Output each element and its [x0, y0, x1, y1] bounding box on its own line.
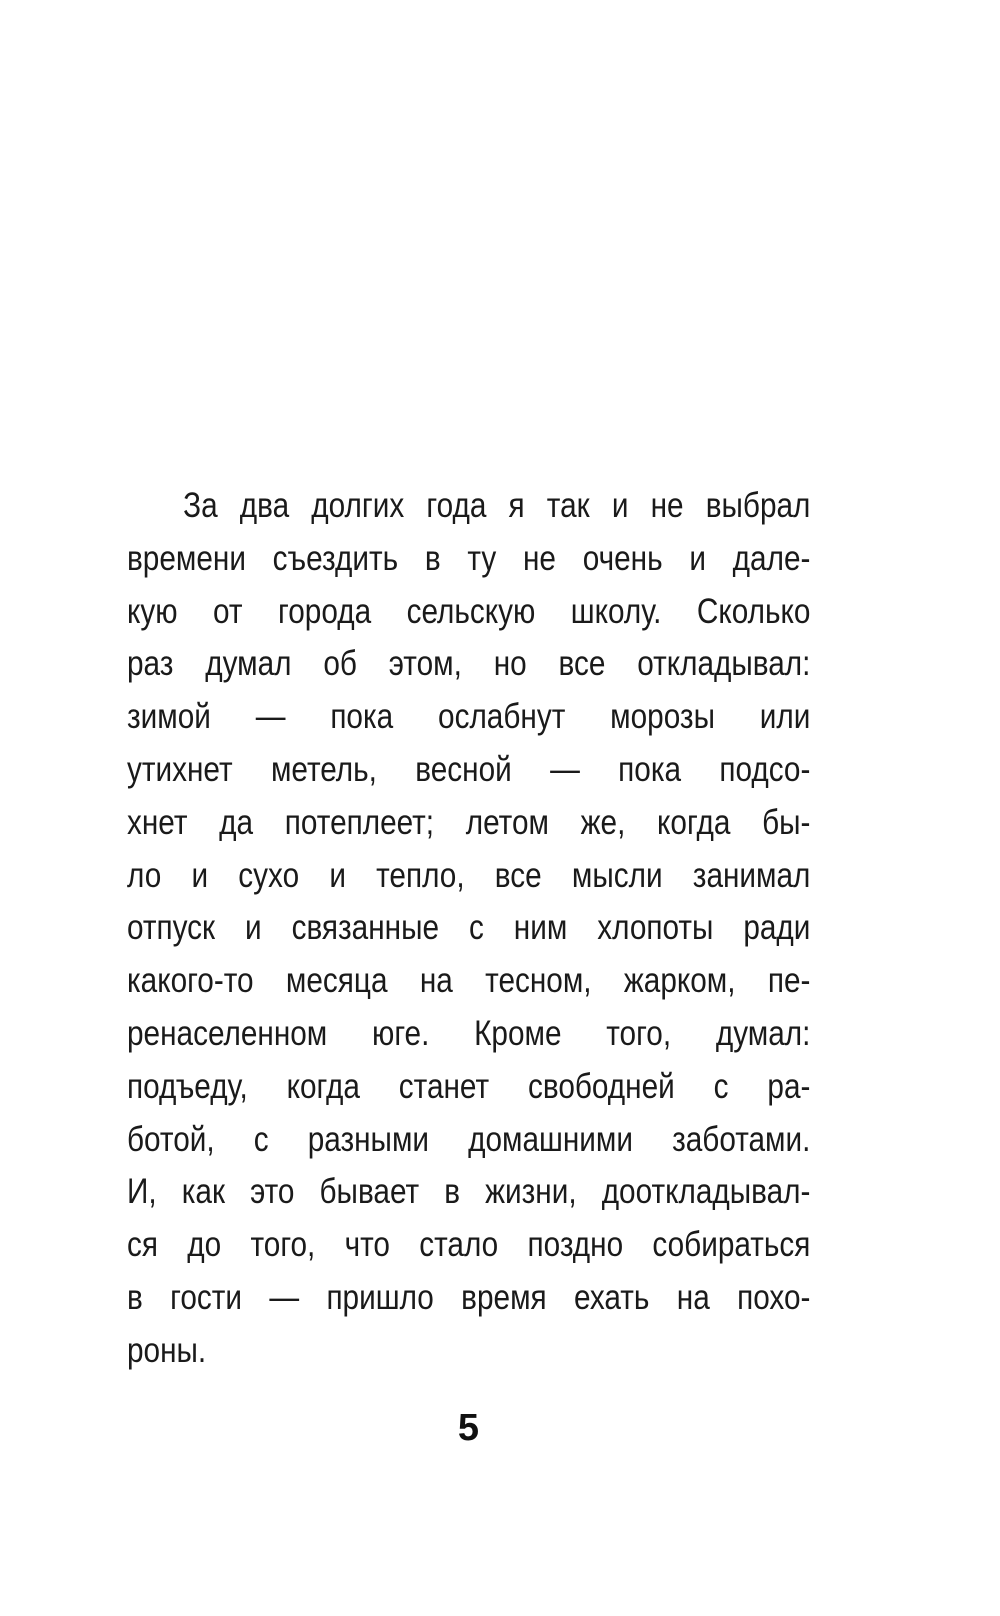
paragraph-line: кую от города сельскую школу. Сколько	[127, 591, 811, 631]
paragraph-line: отпуск и связанные с ним хлопоты ради	[127, 908, 811, 948]
paragraph-line: времени съездить в ту не очень и дале-	[127, 538, 811, 578]
paragraph	[127, 480, 810, 1378]
paragraph-line: зимой — пока ослабнут морозы или	[127, 697, 811, 737]
paragraph-line: За два долгих года я так и не выбрал	[183, 486, 811, 525]
paragraph-line: подъеду, когда станет свободней с ра-	[127, 1066, 811, 1106]
paragraph-line: ся до того, что стало поздно собираться	[127, 1225, 811, 1265]
paragraph-line: ботой, с разными домашними заботами.	[127, 1119, 811, 1159]
paragraph-line: ло и сухо и тепло, все мысли занимал	[127, 855, 811, 895]
paragraph-line: какого-то месяца на тесном, жарком, пе-	[127, 961, 811, 1001]
page-number: 5	[457, 1407, 480, 1449]
paragraph-line: И, как это бывает в жизни, дооткладывал-	[127, 1172, 811, 1212]
paragraph-line: ренаселенном юге. Кроме того, думал:	[127, 1013, 811, 1053]
paragraph-line: раз думал об этом, но все откладывал:	[127, 644, 811, 684]
paragraph-line: утихнет метель, весной — пока подсо-	[127, 749, 811, 789]
paragraph-line: в гости — пришло время ехать на похо-	[127, 1277, 811, 1317]
paragraph-line: роны.	[127, 1330, 207, 1370]
paragraph-line: хнет да потеплеет; летом же, когда бы-	[127, 802, 811, 842]
